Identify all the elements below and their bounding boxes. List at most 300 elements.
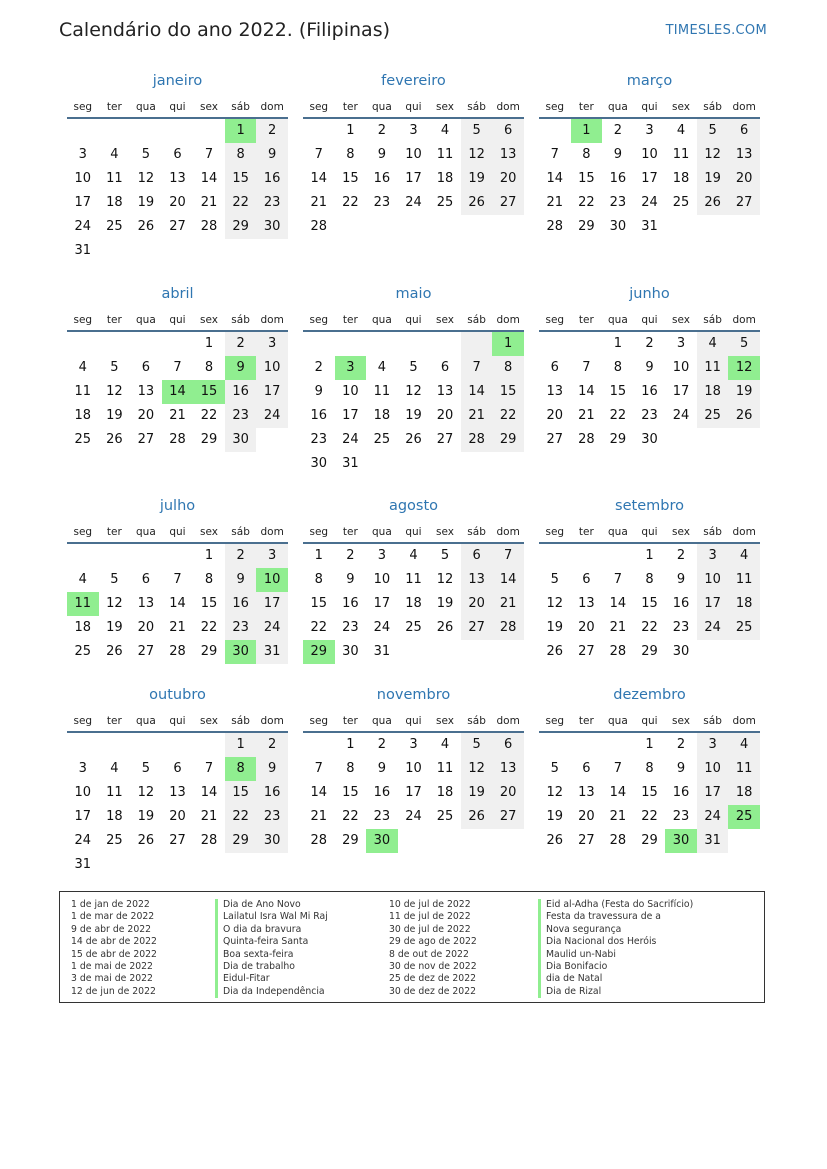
day-empty — [67, 733, 99, 757]
day-cell: 28 — [200, 833, 218, 848]
week-row — [303, 428, 524, 452]
weekday-label: qui — [405, 101, 422, 113]
day-cell: 6 — [141, 572, 151, 587]
day-cell: 11 — [373, 384, 391, 399]
day-cell: 2 — [225, 332, 257, 356]
weekday-label: sáb — [467, 526, 486, 538]
weekday-label: ter — [578, 526, 594, 538]
day-cell: 8 — [346, 147, 355, 162]
day-cell: 7 — [461, 356, 493, 380]
day-cell: 11 — [74, 384, 92, 399]
day-cell: 9 — [613, 147, 623, 162]
day-cell: 4 — [728, 733, 760, 757]
month-junho — [539, 286, 760, 452]
day-cell: 31 — [697, 829, 729, 853]
day-cell: 4 — [78, 360, 87, 375]
weekday-label: sáb — [703, 314, 722, 326]
legend-holiday-name: Nova segurança — [538, 924, 693, 936]
day-cell: 25 — [697, 404, 729, 428]
weekday-label: dom — [732, 101, 756, 113]
weekday-label: seg — [309, 314, 329, 326]
weekday-label: qua — [608, 526, 628, 538]
legend-date: 8 de out de 2022 — [389, 948, 469, 960]
weekday-label: sáb — [467, 715, 486, 727]
weekday-label: sex — [436, 715, 455, 727]
day-cell: 16 — [225, 380, 257, 404]
day-cell: 3 — [409, 123, 418, 138]
day-cell: 9 — [346, 572, 355, 587]
day-cell: 31 — [256, 640, 288, 664]
weekday-label: ter — [342, 101, 358, 113]
day-cell: 23 — [672, 809, 690, 824]
week-row — [539, 781, 760, 805]
week-row — [539, 119, 760, 143]
day-cell: 16 — [225, 592, 257, 616]
weekday-label: dom — [732, 526, 756, 538]
day-cell: 6 — [550, 360, 559, 375]
month-name: março — [626, 73, 673, 89]
day-cell: 24 — [74, 833, 92, 848]
day-cell: 15 — [342, 171, 359, 186]
day-empty — [429, 332, 461, 356]
day-cell: 23 — [256, 191, 288, 215]
day-cell: 20 — [137, 620, 155, 635]
day-cell: 26 — [106, 432, 123, 447]
day-cell: 19 — [461, 167, 493, 191]
day-cell: 23 — [641, 408, 658, 423]
weekday-label: sex — [200, 715, 219, 727]
month-name: junho — [629, 286, 670, 302]
weekday-label: sáb — [467, 101, 486, 113]
day-cell: 7 — [173, 360, 182, 375]
day-cell: 28 — [310, 219, 328, 234]
month-agosto — [303, 498, 524, 664]
day-cell: 13 — [492, 757, 524, 781]
day-empty — [130, 332, 162, 356]
day-empty — [193, 239, 225, 263]
week-row — [539, 143, 760, 167]
day-holiday: 8 — [225, 757, 257, 781]
day-empty — [256, 239, 288, 263]
week-row — [303, 733, 524, 757]
legend-date: 1 de mar de 2022 — [71, 911, 155, 923]
day-cell: 8 — [346, 761, 355, 776]
day-cell: 27 — [461, 616, 493, 640]
weekday-label: seg — [73, 101, 93, 113]
day-empty — [130, 853, 162, 877]
day-holiday: 12 — [728, 356, 760, 380]
day-cell: 10 — [405, 761, 422, 776]
week-row — [303, 452, 524, 476]
day-empty — [602, 544, 634, 568]
day-cell: 16 — [641, 384, 658, 399]
day-cell: 23 — [373, 195, 391, 210]
day-cell: 25 — [436, 809, 454, 824]
month-março — [539, 73, 760, 239]
legend-holiday-name: O dia da bravura — [215, 924, 328, 936]
legend-holiday-name: Lailatul Isra Wal Mi Raj — [215, 911, 328, 923]
day-cell: 20 — [436, 408, 454, 423]
week-row — [539, 332, 760, 356]
day-cell: 29 — [225, 829, 257, 853]
day-cell: 24 — [342, 432, 359, 447]
day-cell: 2 — [613, 123, 623, 138]
day-cell: 11 — [697, 356, 729, 380]
day-cell: 30 — [342, 644, 359, 659]
weekday-label: qui — [405, 715, 422, 727]
day-cell: 30 — [256, 215, 288, 239]
weekday-label: qua — [136, 101, 156, 113]
day-cell: 3 — [256, 544, 288, 568]
legend-dates-left — [71, 899, 157, 998]
day-cell: 3 — [377, 548, 387, 563]
day-cell: 16 — [256, 167, 288, 191]
day-cell: 15 — [492, 380, 524, 404]
weekday-header — [67, 311, 288, 332]
day-cell: 5 — [550, 572, 559, 587]
week-row — [539, 191, 760, 215]
day-cell: 3 — [645, 123, 654, 138]
day-cell: 13 — [137, 596, 155, 611]
weekday-label: qua — [372, 314, 392, 326]
day-cell: 22 — [200, 620, 218, 635]
week-row — [303, 616, 524, 640]
week-row — [539, 404, 760, 428]
day-cell: 20 — [492, 167, 524, 191]
weekday-label: ter — [106, 526, 122, 538]
day-cell: 25 — [106, 833, 123, 848]
weekday-label: qua — [608, 101, 628, 113]
day-cell: 18 — [74, 408, 92, 423]
weekday-label: ter — [342, 715, 358, 727]
legend-date: 9 de abr de 2022 — [71, 923, 152, 935]
day-cell: 2 — [256, 119, 288, 143]
day-empty — [335, 332, 367, 356]
day-cell: 5 — [141, 147, 151, 162]
day-cell: 12 — [697, 143, 729, 167]
week-row — [67, 143, 288, 167]
day-cell: 8 — [582, 147, 591, 162]
day-cell: 28 — [492, 616, 524, 640]
day-cell: 19 — [436, 596, 454, 611]
day-cell: 14 — [200, 171, 218, 186]
day-cell: 13 — [546, 384, 564, 399]
day-cell: 30 — [225, 428, 257, 452]
day-holiday: 10 — [256, 568, 288, 592]
day-cell: 18 — [74, 620, 92, 635]
day-cell: 12 — [106, 596, 123, 611]
day-cell: 8 — [204, 572, 214, 587]
weekday-label: ter — [578, 101, 594, 113]
week-row — [539, 544, 760, 568]
day-cell: 12 — [461, 143, 493, 167]
day-cell: 11 — [436, 147, 454, 162]
weekday-label: sex — [200, 526, 219, 538]
day-cell: 23 — [672, 620, 690, 635]
weekday-header — [67, 523, 288, 544]
day-empty — [256, 428, 288, 452]
day-empty — [303, 119, 335, 143]
day-cell: 28 — [200, 219, 218, 234]
weekday-label: seg — [73, 314, 93, 326]
day-cell: 28 — [169, 432, 186, 447]
week-row — [539, 805, 760, 829]
day-cell: 22 — [200, 408, 218, 423]
day-cell: 27 — [137, 644, 155, 659]
day-cell: 8 — [492, 356, 524, 380]
weekday-label: ter — [342, 526, 358, 538]
legend-date: 14 de abr de 2022 — [71, 936, 157, 948]
day-cell: 24 — [256, 616, 288, 640]
week-row — [539, 380, 760, 404]
day-empty — [193, 853, 225, 877]
day-cell: 1 — [346, 123, 355, 138]
day-cell: 26 — [137, 833, 155, 848]
day-cell: 24 — [672, 408, 690, 423]
day-cell: 2 — [225, 544, 257, 568]
day-cell: 10 — [405, 147, 422, 162]
day-empty — [225, 853, 257, 877]
day-cell: 21 — [200, 809, 218, 824]
weekday-header — [303, 523, 524, 544]
day-cell: 18 — [728, 781, 760, 805]
day-cell: 22 — [225, 191, 257, 215]
day-cell: 17 — [405, 785, 422, 800]
week-row — [539, 640, 760, 664]
day-empty — [366, 452, 398, 476]
day-cell: 6 — [582, 572, 591, 587]
week-row — [67, 404, 288, 428]
day-cell: 8 — [314, 572, 323, 587]
day-cell: 15 — [641, 596, 658, 611]
day-cell: 6 — [141, 360, 151, 375]
day-cell: 23 — [225, 616, 257, 640]
day-cell: 13 — [436, 384, 454, 399]
day-cell: 26 — [546, 644, 564, 659]
day-cell: 25 — [373, 432, 391, 447]
day-empty — [303, 733, 335, 757]
weekday-label: sáb — [231, 314, 250, 326]
day-cell: 8 — [204, 360, 214, 375]
legend-date: 1 de jan de 2022 — [71, 899, 150, 910]
weekday-label: sáb — [703, 526, 722, 538]
day-empty — [398, 829, 430, 853]
day-cell: 16 — [672, 596, 690, 611]
weekday-label: dom — [260, 715, 284, 727]
legend-dates-right — [389, 899, 477, 998]
week-row — [303, 143, 524, 167]
legend-holiday-name: Eidul-Fitar — [215, 973, 328, 985]
day-empty — [728, 428, 760, 452]
day-cell: 7 — [314, 761, 323, 776]
month-name: julho — [159, 498, 196, 514]
day-cell: 10 — [672, 360, 690, 375]
day-cell: 31 — [342, 456, 359, 471]
weekday-label: seg — [545, 526, 565, 538]
week-row — [67, 829, 288, 853]
day-cell: 14 — [169, 596, 186, 611]
day-cell: 10 — [697, 757, 729, 781]
day-cell: 26 — [106, 644, 123, 659]
day-cell: 21 — [546, 195, 564, 210]
day-holiday: 25 — [728, 805, 760, 829]
day-cell: 25 — [106, 219, 123, 234]
day-empty — [492, 452, 524, 476]
weekday-label: sex — [672, 715, 691, 727]
day-cell: 28 — [461, 428, 493, 452]
day-cell: 1 — [314, 548, 323, 563]
day-cell: 26 — [546, 833, 564, 848]
week-row — [303, 191, 524, 215]
day-cell: 30 — [256, 829, 288, 853]
weekday-label: sáb — [231, 715, 250, 727]
day-cell: 11 — [436, 761, 454, 776]
day-cell: 11 — [672, 147, 690, 162]
day-cell: 14 — [609, 785, 627, 800]
day-cell: 2 — [346, 548, 355, 563]
day-cell: 2 — [314, 360, 323, 375]
day-cell: 28 — [609, 833, 627, 848]
day-empty — [665, 428, 697, 452]
day-cell: 27 — [436, 432, 454, 447]
week-row — [303, 640, 524, 664]
day-cell: 18 — [373, 408, 391, 423]
day-cell: 1 — [204, 548, 214, 563]
day-cell: 31 — [74, 857, 92, 872]
month-name: setembro — [615, 498, 684, 514]
day-cell: 3 — [78, 147, 87, 162]
day-empty — [539, 733, 571, 757]
weekday-label: qua — [372, 101, 392, 113]
weekday-label: dom — [260, 314, 284, 326]
week-row — [67, 239, 288, 263]
week-row — [303, 757, 524, 781]
day-empty — [728, 640, 760, 664]
day-empty — [461, 332, 493, 356]
weekday-label: qui — [641, 715, 658, 727]
legend-date: 15 de abr de 2022 — [71, 948, 157, 960]
day-empty — [429, 452, 461, 476]
day-holiday: 3 — [335, 356, 367, 380]
day-cell: 7 — [173, 572, 182, 587]
week-row — [67, 616, 288, 640]
weekday-label: sáb — [231, 101, 250, 113]
weekday-label: sex — [672, 101, 691, 113]
day-cell: 1 — [645, 548, 654, 563]
weekday-label: qua — [136, 314, 156, 326]
day-empty — [461, 452, 493, 476]
day-cell: 6 — [728, 119, 760, 143]
day-cell: 7 — [314, 147, 323, 162]
day-cell: 15 — [225, 781, 257, 805]
day-empty — [461, 215, 493, 239]
day-empty — [366, 215, 398, 239]
day-cell: 5 — [409, 360, 418, 375]
day-cell: 19 — [106, 408, 123, 423]
day-cell: 27 — [578, 644, 595, 659]
month-setembro — [539, 498, 760, 664]
weekday-label: qui — [641, 314, 658, 326]
weekday-label: seg — [309, 101, 329, 113]
day-cell: 22 — [641, 620, 658, 635]
day-cell: 14 — [310, 171, 328, 186]
day-cell: 23 — [373, 809, 391, 824]
day-cell: 23 — [609, 195, 627, 210]
week-row — [67, 119, 288, 143]
day-empty — [130, 733, 162, 757]
day-cell: 24 — [697, 805, 729, 829]
day-cell: 18 — [672, 171, 690, 186]
day-cell: 13 — [461, 568, 493, 592]
week-row — [539, 356, 760, 380]
weekday-label: qua — [136, 526, 156, 538]
day-cell: 6 — [173, 761, 182, 776]
day-cell: 30 — [672, 644, 690, 659]
week-row — [539, 568, 760, 592]
day-cell: 13 — [169, 785, 186, 800]
day-empty — [728, 829, 760, 853]
day-cell: 9 — [676, 761, 686, 776]
day-cell: 10 — [74, 171, 92, 186]
day-cell: 27 — [546, 432, 564, 447]
legend-holiday-name: dia de Natal — [538, 973, 693, 985]
legend-holiday-name: Dia de Ano Novo — [215, 899, 328, 911]
day-cell: 4 — [409, 548, 418, 563]
month-name: janeiro — [152, 73, 203, 89]
day-empty — [67, 544, 99, 568]
weekday-label: sáb — [703, 101, 722, 113]
day-empty — [99, 544, 131, 568]
day-cell: 26 — [697, 191, 729, 215]
day-cell: 16 — [373, 171, 391, 186]
day-cell: 29 — [641, 833, 658, 848]
day-cell: 11 — [106, 171, 123, 186]
month-name: agosto — [388, 498, 439, 514]
weekday-label: seg — [545, 314, 565, 326]
day-cell: 30 — [641, 432, 658, 447]
day-empty — [130, 119, 162, 143]
legend-holiday-name: Dia da Independência — [215, 986, 328, 998]
holiday-legend — [59, 891, 765, 1003]
legend-holiday-name: Festa da travessura de a — [538, 911, 693, 923]
weekday-label: seg — [73, 715, 93, 727]
legend-date: 12 de jun de 2022 — [71, 985, 156, 997]
month-name: outubro — [149, 687, 206, 703]
weekday-label: dom — [260, 101, 284, 113]
day-cell: 18 — [106, 809, 123, 824]
day-cell: 25 — [74, 644, 92, 659]
day-cell: 4 — [676, 123, 686, 138]
day-cell: 20 — [492, 781, 524, 805]
day-cell: 12 — [137, 785, 155, 800]
day-cell: 5 — [110, 572, 119, 587]
day-cell: 7 — [204, 761, 214, 776]
day-empty — [602, 733, 634, 757]
brand-link[interactable]: TIMESLES.COM — [665, 23, 767, 38]
day-cell: 17 — [373, 596, 391, 611]
day-empty — [571, 544, 603, 568]
day-cell: 29 — [641, 644, 658, 659]
day-cell: 19 — [697, 167, 729, 191]
week-row — [539, 215, 760, 239]
week-row — [303, 568, 524, 592]
weekday-label: ter — [106, 101, 122, 113]
weekday-label: qua — [608, 314, 628, 326]
day-cell: 29 — [609, 432, 627, 447]
day-cell: 20 — [578, 620, 595, 635]
weekday-label: qui — [405, 526, 422, 538]
day-cell: 26 — [728, 404, 760, 428]
